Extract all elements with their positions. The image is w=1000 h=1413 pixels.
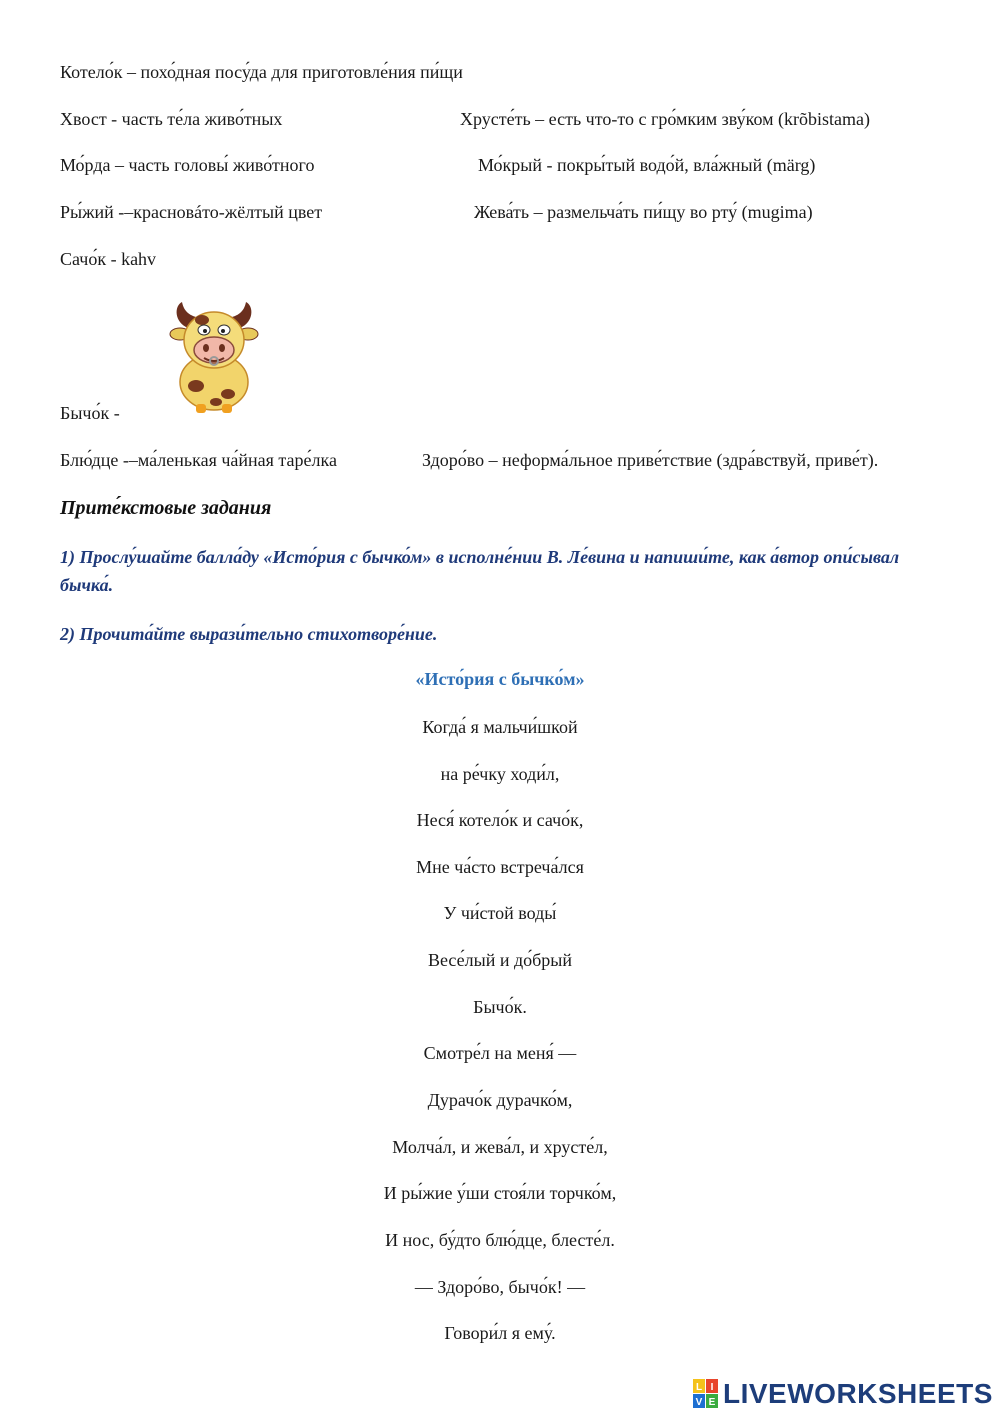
poem-line: Молча́л, и жева́л, и хрусте́л, [392, 1137, 608, 1157]
task-2: 2) Прочита́йте вырази́тельно стихотворе́ние. [60, 624, 438, 644]
poem-line: на ре́чку ходи́л, [440, 764, 560, 784]
vocab-khvost: Хвост - часть те́ла живо́тных [60, 109, 283, 129]
poem-line: Смотре́л на меня́ — [423, 1043, 577, 1063]
task-1: 1) Прослу́шайте балла́ду «Исто́рия с бычко́м» в исполне́нии В. Ле́вина и напиши́те, как а́втор опи́сывал бычка́. [60, 547, 900, 595]
liveworksheets-wordmark: LIVEWORKSHEETS [723, 1378, 993, 1409]
vocab-ryzhiy: Ры́жий -–красновáто-жёлтый цвет [60, 202, 323, 222]
cube-letter: E [708, 1397, 716, 1408]
vocab-kotelok: Котело́к – похо́дная посу́да для приготовле́ния пи́щи [60, 62, 463, 82]
poem-line: Мне ча́сто встреча́лся [416, 857, 584, 877]
vocab-khrustet: Хрусте́ть – есть что-то с гро́мким зву́ком (krõbistama) [460, 109, 871, 129]
section-title: Прите́кстовые задания [60, 497, 272, 519]
poem-title: «Исто́рия с бычко́м» [415, 669, 585, 689]
vocab-zhevat: Жева́ть – размельча́ть пи́щу во рту́ (mugima) [474, 202, 813, 222]
vocab-morda: Мо́рда – часть головы́ живо́тного [60, 155, 315, 175]
vocab-bychok: Бычо́к - [60, 403, 120, 423]
poem-line: Бычо́к. [473, 997, 527, 1017]
poem-line: Неся́ котело́к и сачо́к, [416, 810, 584, 830]
cube-letter: I [710, 1382, 714, 1393]
vocab-bliudtse: Блю́дце -–ма́ленькая ча́йная таре́лка [60, 450, 337, 470]
liveworksheets-logo[interactable] [693, 1377, 993, 1411]
poem-line: И ры́жие у́ши стоя́ли торчко́м, [383, 1183, 617, 1203]
poem-line: Когда́ я мальчи́шкой [422, 717, 578, 737]
poem-line: Говори́л я ему́. [444, 1323, 556, 1343]
poem-line: У чи́стой воды́ [443, 903, 557, 923]
vocab-zdorovo: Здоро́во – неформа́льное приве́тствие (здра́вствуй, приве́т). [422, 450, 879, 470]
poem-line: Дурачо́к дурачко́м, [427, 1090, 573, 1110]
liveworksheets-cube-icon [693, 1379, 719, 1409]
poem-line: И нос, бу́дто блю́дце, блесте́л. [385, 1230, 615, 1250]
bull-cartoon-image [166, 298, 262, 414]
poem-line: — Здоро́во, бычо́к! — [414, 1277, 586, 1297]
cube-letter: L [695, 1382, 703, 1393]
cube-letter: V [695, 1397, 703, 1408]
vocab-mokry: Мо́крый - покры́тый водо́й, вла́жный (märg) [478, 155, 816, 175]
poem-line: Весе́лый и до́брый [427, 950, 573, 970]
vocab-sachok: Сачо́к - kahv [60, 249, 157, 269]
